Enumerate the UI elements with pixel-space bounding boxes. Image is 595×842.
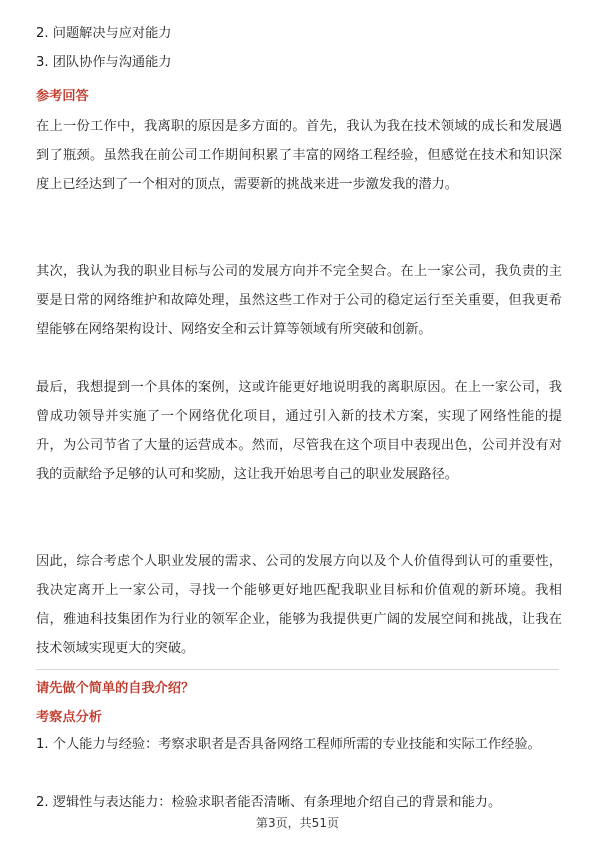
analysis-item-1: 1. 个人能力与经验：考察求职者是否具备网络工程师所需的专业技能和实际工作经验。 (36, 737, 541, 752)
section-divider (36, 669, 559, 670)
answer-paragraph-4: 因此，综合考虑个人职业发展的需求、公司的发展方向以及个人价值得到认可的重要性，我决定离开上一家公司，寻找一个能够更好地匹配我职业目标和价值观的新环境。我相信，雅迪科技集团作为行业的领军企业，能够为我提供更广阔的发展空间和挑战，让我在技术领域实现更大的突破。 (36, 554, 562, 656)
answer-paragraph-2: 其次，我认为我的职业目标与公司的发展方向并不完全契合。在上一家公司，我负责的主要是日常的网络维护和故障处理，虽然这些工作对于公司的稳定运行至关重要，但我更希望能够在网络架构设计、网络安全和云计算等领域有所突破和创新。 (36, 264, 562, 337)
answer-paragraph-3: 最后，我想提到一个具体的案例，这或许能更好地说明我的离职原因。在上一家公司，我曾成功领导并实施了一个网络优化项目，通过引入新的技术方案，实现了网络性能的提升，为公司节省了大量的运营成本。然而，尽管我在这个项目中表现出色，公司并没有对我的贡献给予足够的认可和奖励，这让我开始思考自己的职业发展路径。 (36, 380, 562, 482)
analysis-heading: 考察点分析 (36, 710, 102, 725)
reference-answer-heading: 参考回答 (36, 89, 89, 104)
list-item-problem-solving: 2. 问题解决与应对能力 (36, 26, 172, 41)
question-heading: 请先做个简单的自我介绍？ (36, 681, 195, 696)
answer-paragraph-1: 在上一份工作中，我离职的原因是多方面的。首先，我认为我在技术领域的成长和发展遇到了瓶颈。虽然我在前公司工作期间积累了丰富的网络工程经验，但感觉在技术和知识深度上已经达到了一个相对的顶点，需要新的挑战来进一步激发我的潜力。 (36, 119, 562, 192)
analysis-item-2: 2. 逻辑性与表达能力：检验求职者能否清晰、有条理地介绍自己的背景和能力。 (36, 795, 502, 810)
page-number-footer: 第3页，共51页 (256, 816, 339, 830)
list-item-teamwork: 3. 团队协作与沟通能力 (36, 55, 172, 70)
